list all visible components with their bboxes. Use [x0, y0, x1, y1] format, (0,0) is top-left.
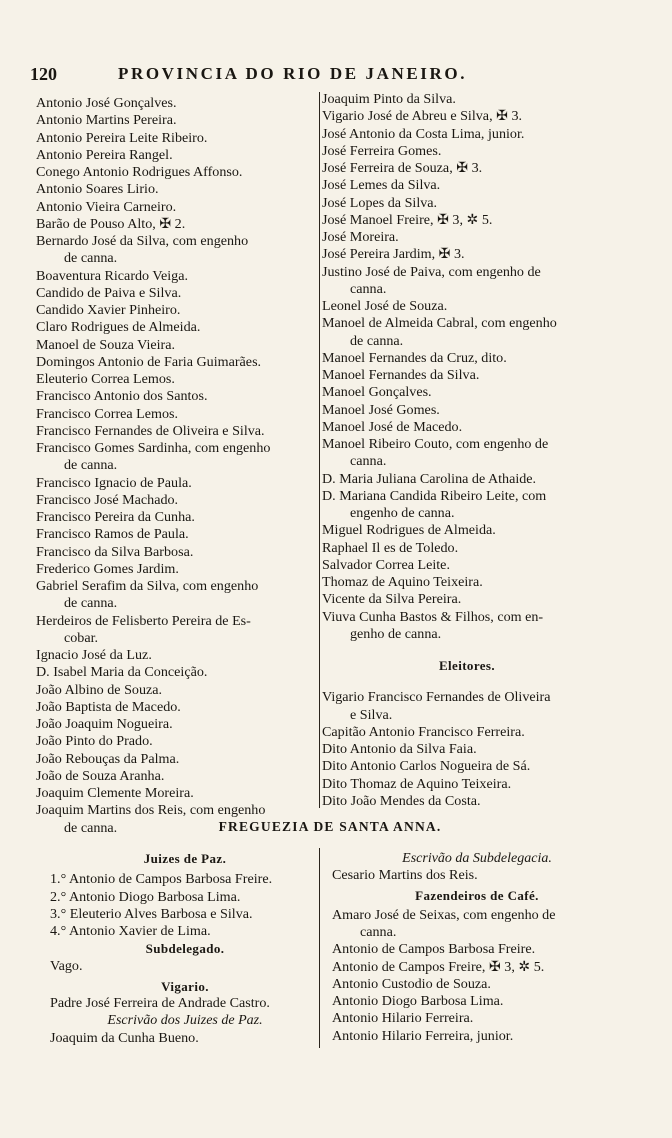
running-title: PROVINCIA DO RIO DE JANEIRO. — [118, 64, 468, 83]
upper-right-list — [322, 91, 612, 643]
list-item-text: Francisco Fernandes de Oliveira e Silva. — [36, 422, 265, 439]
list-item-text: D. Isabel Maria da Conceição. — [36, 664, 208, 681]
juiz-item: 2.° Antonio Diogo Barbosa Lima. — [50, 888, 241, 905]
escrivao-juizes-value: Joaquim da Cunha Bueno. — [50, 1029, 199, 1046]
list-item-continuation: de canna. — [64, 250, 118, 267]
list-item — [322, 108, 612, 125]
eleitor-item-text: Vigario Francisco Fernandes de Oliveira — [322, 689, 551, 706]
list-item-text: Gabriel Serafim da Silva, com engenho — [36, 578, 259, 594]
list-item-text: João de Souza Aranha. — [36, 767, 165, 784]
lower-right-column — [332, 850, 622, 1045]
juiz-item: 1.° Antonio de Campos Barbosa Freire. — [50, 871, 273, 888]
list-item — [322, 609, 612, 644]
vigario-heading: Vigario. — [161, 978, 209, 994]
list-item-text: D. Mariana Candida Ribeiro Leite, com — [322, 487, 547, 504]
list-item — [322, 160, 612, 177]
list-item — [36, 319, 324, 336]
list-item-text: Herdeiros de Felisberto Pereira de Es- — [36, 612, 251, 629]
eleitores-list — [322, 689, 612, 810]
list-item-text: Francisco Pereira da Cunha. — [36, 509, 195, 525]
list-item-text: Vicente da Silva Pereira. — [322, 591, 462, 608]
fazendeiro-item-text: Antonio Diogo Barbosa Lima. — [332, 993, 504, 1009]
eleitor-item — [322, 741, 612, 758]
list-item — [36, 716, 324, 733]
list-item-text: João Baptista de Macedo. — [36, 698, 181, 715]
eleitor-item — [322, 689, 612, 724]
eleitor-item-text: Capitão Antonio Francisco Ferreira. — [322, 723, 525, 740]
list-item — [36, 475, 324, 492]
list-item — [36, 578, 324, 613]
list-item — [322, 488, 612, 523]
list-item-text: Thomaz de Aquino Teixeira. — [322, 574, 483, 590]
list-item — [322, 402, 612, 419]
list-item-text: Francisco José Machado. — [36, 491, 179, 508]
eleitor-item — [322, 793, 612, 810]
list-item-text: Joaquim Pinto da Silva. — [322, 91, 456, 107]
list-item-text: Justino José de Paiva, com engenho de — [322, 263, 541, 280]
fazendeiro-item-text: Antonio Hilario Ferreira, junior. — [332, 1027, 514, 1044]
page-number: 120 — [30, 64, 57, 84]
list-item-text: José Moreira. — [322, 229, 399, 245]
list-item — [322, 350, 612, 367]
eleitor-item-continuation: e Silva. — [350, 706, 393, 723]
list-item — [36, 147, 324, 164]
list-item — [322, 143, 612, 160]
list-item-text: Manoel de Almeida Cabral, com engenho — [322, 315, 557, 332]
list-item — [36, 112, 324, 129]
list-item — [322, 419, 612, 436]
list-item-text: Antonio Soares Lirio. — [36, 181, 159, 198]
fazendeiros-list — [332, 907, 622, 1045]
list-item — [36, 440, 324, 475]
eleitor-item-text: Dito Thomaz de Aquino Teixeira. — [322, 775, 512, 792]
eleitor-item — [322, 758, 612, 775]
list-item — [36, 199, 324, 216]
list-item-text: Raphael Il es de Toledo. — [322, 539, 459, 556]
list-item-continuation: de canna. — [64, 595, 118, 612]
list-item — [36, 285, 324, 302]
list-item-continuation: engenho de canna. — [350, 505, 455, 521]
list-item-text: Antonio José Gonçalves. — [36, 95, 177, 111]
list-item — [36, 509, 324, 526]
list-item-text: Viuva Cunha Bastos & Filhos, com en- — [322, 608, 544, 625]
list-item — [36, 95, 324, 112]
list-item — [36, 164, 324, 181]
list-item — [322, 540, 612, 557]
list-item — [36, 544, 324, 561]
list-item-text: José Lopes da Silva. — [322, 194, 438, 211]
fazendeiro-item-continuation: canna. — [360, 924, 397, 940]
list-item — [36, 785, 324, 802]
list-item-continuation: canna. — [350, 453, 387, 470]
list-item-text: Ignacio José da Luz. — [36, 647, 152, 663]
list-item-text: Francisco Gomes Sardinha, com engenho — [36, 440, 271, 456]
list-item-text: Joaquim Clemente Moreira. — [36, 785, 194, 801]
list-item — [36, 613, 324, 648]
list-item-text: Manoel Fernandes da Cruz, dito. — [322, 349, 507, 366]
eleitor-item-text: Dito Antonio da Silva Faia. — [322, 741, 477, 757]
list-item-text: Salvador Correa Leite. — [322, 556, 450, 573]
list-item-text: José Manoel Freire, ✠ 3, ✲ 5. — [322, 211, 493, 228]
list-item — [36, 406, 324, 423]
juiz-item: 3.° Eleuterio Alves Barbosa e Silva. — [50, 905, 253, 922]
list-item — [36, 388, 324, 405]
list-item — [322, 195, 612, 212]
list-item — [322, 298, 612, 315]
list-item — [322, 229, 612, 246]
eleitor-item — [322, 776, 612, 793]
list-item-text: Boaventura Ricardo Veiga. — [36, 267, 188, 284]
fazendeiro-item — [332, 993, 622, 1010]
list-item-text: Bernardo José da Silva, com engenho — [36, 233, 249, 249]
list-item-text: Vigario José de Abreu e Silva, ✠ 3. — [322, 108, 523, 125]
list-item-text: Francisco Antonio dos Santos. — [36, 388, 208, 405]
list-item — [36, 268, 324, 285]
list-item — [322, 246, 612, 263]
fazendeiros-heading: Fazendeiros de Café. — [415, 887, 539, 903]
list-item — [322, 91, 612, 108]
list-item-text: Antonio Martins Pereira. — [36, 112, 177, 129]
list-item-text: Leonel José de Souza. — [322, 298, 448, 314]
list-item-text: João Albino de Souza. — [36, 681, 163, 698]
list-item — [36, 354, 324, 371]
juizes-list — [50, 871, 320, 940]
list-item — [322, 574, 612, 591]
list-item — [36, 233, 324, 268]
vigario-value: Padre José Ferreira de Andrade Castro. — [50, 995, 270, 1011]
fazendeiro-item — [332, 941, 622, 958]
list-item-text: João Rebouças da Palma. — [36, 750, 180, 767]
escrivao-juizes-heading: Escrivão dos Juizes de Paz. — [107, 1013, 263, 1029]
list-item-text: Manoel de Souza Vieira. — [36, 336, 176, 353]
list-item-text: Francisco da Silva Barbosa. — [36, 543, 194, 560]
list-item-text: Eleuterio Correa Lemos. — [36, 371, 175, 387]
fazendeiro-item — [332, 1028, 622, 1045]
eleitor-item-text: Dito Antonio Carlos Nogueira de Sá. — [322, 758, 531, 775]
list-item-text: Manoel José Gomes. — [322, 401, 440, 418]
list-item — [322, 557, 612, 574]
list-item — [36, 699, 324, 716]
list-item — [36, 371, 324, 388]
list-item — [322, 522, 612, 539]
list-item — [322, 177, 612, 194]
list-item-text: José Lemes da Silva. — [322, 177, 441, 194]
list-item-continuation: de canna. — [350, 332, 404, 349]
list-item-continuation: de canna. — [64, 457, 118, 474]
list-item — [36, 647, 324, 664]
list-item-text: Manoel Gonçalves. — [322, 384, 432, 401]
list-item — [36, 130, 324, 147]
list-item-continuation: de canna. — [64, 819, 118, 836]
list-item — [322, 367, 612, 384]
list-item-text: José Ferreira Gomes. — [322, 142, 442, 159]
list-item-text: Frederico Gomes Jardim. — [36, 560, 179, 577]
list-item — [36, 526, 324, 543]
list-item-text: José Ferreira de Souza, ✠ 3. — [322, 160, 483, 176]
fazendeiro-item-text: Antonio de Campos Barbosa Freire. — [332, 941, 536, 958]
subdelegado-heading: Subdelegado. — [145, 941, 225, 957]
list-item — [36, 302, 324, 319]
fazendeiro-item-text: Antonio de Campos Freire, ✠ 3, ✲ 5. — [332, 958, 545, 975]
upper-left-column — [36, 95, 324, 837]
list-item-text: João Joaquim Nogueira. — [36, 716, 173, 732]
list-item-text: Antonio Vieira Carneiro. — [36, 198, 177, 215]
list-item — [322, 436, 612, 471]
juiz-item: 4.° Antonio Xavier de Lima. — [50, 923, 211, 939]
list-item-text: Claro Rodrigues de Almeida. — [36, 319, 201, 336]
list-item — [36, 181, 324, 198]
list-item-continuation: canna. — [350, 280, 387, 297]
list-item — [322, 212, 612, 229]
page-header — [30, 64, 640, 86]
list-item-text: Manoel Fernandes da Silva. — [322, 367, 480, 383]
list-item-text: José Pereira Jardim, ✠ 3. — [322, 246, 465, 263]
list-item-text: D. Maria Juliana Carolina de Athaide. — [322, 470, 537, 487]
list-item — [322, 384, 612, 401]
list-item — [322, 471, 612, 488]
upper-right-column — [322, 91, 612, 810]
list-item-text: Barão de Pouso Alto, ✠ 2. — [36, 215, 186, 232]
section-title: FREGUEZIA DE SANTA ANNA. — [218, 819, 442, 834]
eleitores-heading: Eleitores. — [438, 658, 496, 673]
list-item — [36, 216, 324, 233]
list-item-text: Manoel José de Macedo. — [322, 418, 463, 435]
list-item — [36, 664, 324, 681]
list-item-continuation: cobar. — [64, 629, 99, 646]
list-item-continuation: genho de canna. — [350, 625, 442, 642]
list-item-text: Francisco Ramos de Paula. — [36, 526, 189, 543]
list-item — [322, 315, 612, 350]
list-item — [36, 682, 324, 699]
list-item-text: Francisco Correa Lemos. — [36, 405, 179, 422]
list-item — [36, 768, 324, 785]
subdelegado-value: Vago. — [50, 957, 83, 974]
lower-left-column — [50, 850, 320, 1047]
fazendeiro-item-text: Amaro José de Seixas, com engenho de — [332, 906, 556, 923]
list-item-text: Antonio Pereira Leite Ribeiro. — [36, 129, 208, 146]
fazendeiro-item-text: Antonio Custodio de Souza. — [332, 975, 491, 992]
juizes-heading: Juizes de Paz. — [143, 851, 227, 866]
fazendeiro-item — [332, 959, 622, 976]
list-item — [36, 733, 324, 750]
list-item-text: João Pinto do Prado. — [36, 733, 153, 750]
list-item — [36, 751, 324, 768]
list-item-text: Candido de Paiva e Silva. — [36, 284, 182, 301]
fazendeiro-item-text: Antonio Hilario Ferreira. — [332, 1010, 474, 1027]
escrivao-subdelegacia-heading: Escrivão da Subdelegacia. — [402, 851, 552, 866]
eleitor-item-text: Dito João Mendes da Costa. — [322, 792, 481, 809]
list-item-text: Joaquim Martins dos Reis, com engenho — [36, 802, 266, 819]
list-item — [36, 561, 324, 578]
list-item — [322, 264, 612, 299]
list-item-text: Candido Xavier Pinheiro. — [36, 302, 181, 318]
list-item-text: Manoel Ribeiro Couto, com engenho de — [322, 436, 549, 452]
list-item-text: Francisco Ignacio de Paula. — [36, 474, 192, 491]
list-item — [36, 337, 324, 354]
list-item-text: José Antonio da Costa Lima, junior. — [322, 125, 525, 142]
list-item-text: Miguel Rodrigues de Almeida. — [322, 522, 496, 539]
eleitor-item — [322, 724, 612, 741]
list-item-text: Conego Antonio Rodrigues Affonso. — [36, 164, 243, 180]
list-item-text: Antonio Pereira Rangel. — [36, 146, 173, 163]
list-item-text: Domingos Antonio de Faria Guimarães. — [36, 353, 262, 370]
escrivao-subdelegacia-value: Cesario Martins dos Reis. — [332, 867, 478, 884]
list-item — [36, 492, 324, 509]
list-item — [36, 423, 324, 440]
fazendeiro-item — [332, 907, 622, 942]
fazendeiro-item — [332, 976, 622, 993]
fazendeiro-item — [332, 1010, 622, 1027]
list-item — [322, 126, 612, 143]
list-item — [322, 591, 612, 608]
